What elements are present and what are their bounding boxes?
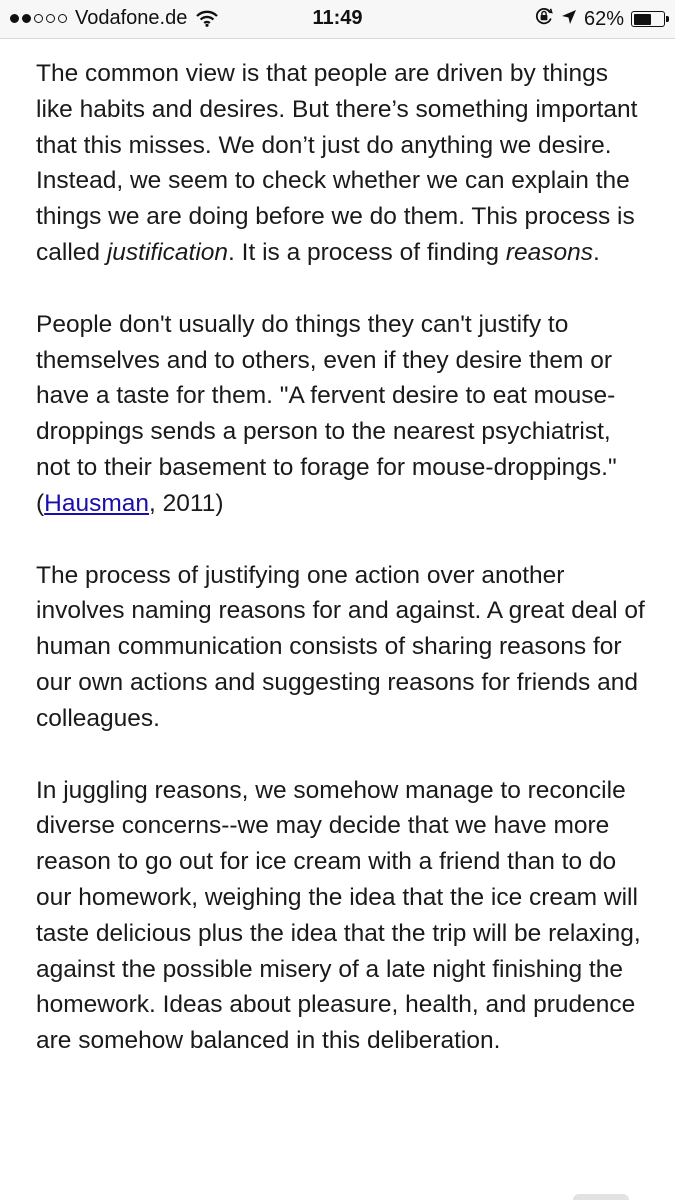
emphasis-justification: justification [106, 238, 229, 266]
paragraph-naming-reasons: The process of justifying one action over another involves naming reasons for and against. A great deal of human communication consists of sharing reasons for our own actions and suggesting reasons for friends and colleagues. [36, 561, 645, 732]
paragraph-hausman-quote [36, 307, 648, 522]
scroll-indicator[interactable] [573, 1194, 629, 1200]
status-time: 11:49 [312, 7, 363, 29]
paragraph-text: , 2011) [149, 489, 224, 517]
paragraph-text: The common view is that people are driven by things like habits and desires. But there’s something important that this misses. We don’t just do anything we desire. Instead, we seem to check whether we can explain the things we are doing before we do them. This process is called [36, 60, 638, 266]
battery-percent: 62% [583, 7, 624, 30]
emphasis-reasons: reasons [505, 238, 594, 266]
status-right [534, 6, 665, 32]
carrier-name: Vodafone.de [75, 7, 188, 29]
battery-icon [631, 11, 665, 27]
paragraph-text: . It is a process of finding [228, 238, 506, 266]
article-body [36, 56, 648, 1095]
paragraph-juggling-reasons: In juggling reasons, we somehow manage to reconcile diverse concerns--we may decide that we have more reason to go out for ice cream with a friend than to do our homework, weighing the idea that the ice cream will taste delicious plus the idea that the trip will be relaxing, against the possible misery of a late night finishing the homework. Ideas about pleasure, health, and prudence are somehow balanced in this deliberation. [36, 776, 641, 1055]
hausman-citation-link[interactable]: Hausman [44, 489, 150, 517]
rotation-lock-icon [534, 6, 554, 32]
battery-level [634, 14, 652, 25]
paragraph-text: People don't usually do things they can't justify to themselves and to others, even if they desire them or have a taste for them. "A fervent desire to eat mouse-droppings sends a person to the nearest psychiatrist, not to their basement to forage for mouse-droppings." ( [36, 310, 617, 517]
status-bar [0, 0, 675, 39]
battery-tip [666, 16, 669, 22]
paragraph-justification [36, 56, 648, 271]
paragraph-text: . [593, 238, 600, 266]
location-arrow-icon [561, 8, 577, 31]
